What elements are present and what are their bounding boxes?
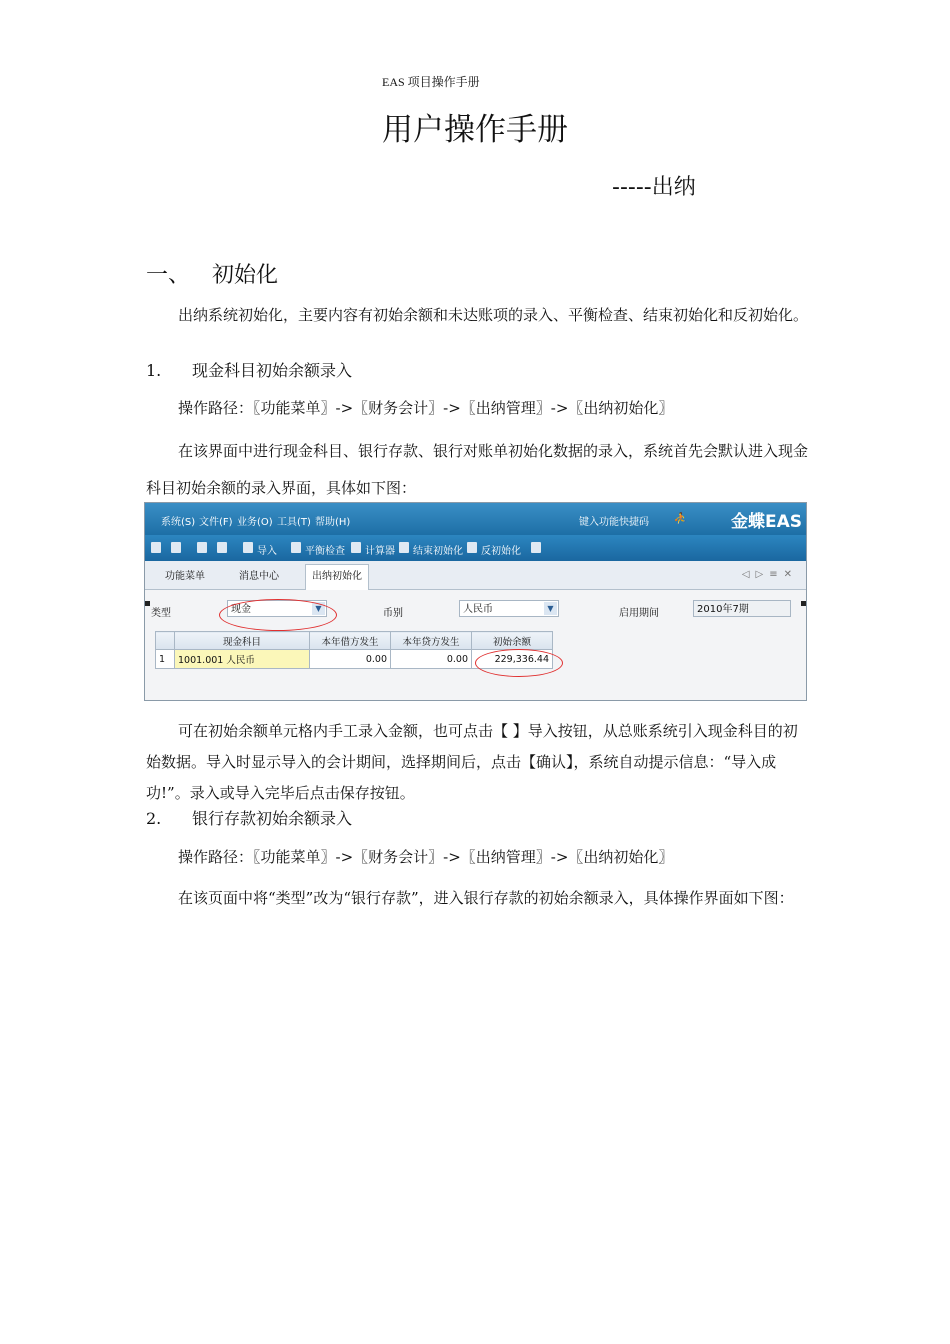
- type-label: 类型: [151, 608, 171, 619]
- import-icon: [243, 542, 253, 553]
- page-header: EAS 项目操作手册: [382, 75, 480, 89]
- debit-cell[interactable]: 0.00: [310, 650, 391, 669]
- document-subtitle: -----出纳: [612, 175, 696, 200]
- resize-handle: [801, 601, 806, 606]
- save-icon[interactable]: [151, 542, 161, 553]
- import-button[interactable]: 导入: [257, 546, 277, 557]
- currency-label: 币别: [383, 608, 403, 619]
- row-number: 1: [156, 650, 175, 669]
- menu-help[interactable]: 帮助(H): [315, 517, 351, 528]
- section-number: 一、: [146, 263, 191, 288]
- brand-logo: 金蝶EAS: [731, 512, 803, 532]
- calculator-button[interactable]: 计算器: [365, 546, 395, 557]
- highlight-ellipse: [475, 649, 563, 677]
- tab-message-center[interactable]: 消息中心: [239, 571, 279, 582]
- toolbar: [145, 535, 806, 561]
- tab-function-menu[interactable]: 功能菜单: [165, 571, 205, 582]
- eas-screenshot: [144, 502, 807, 701]
- section-title: 初始化: [212, 263, 279, 288]
- exit-icon[interactable]: [531, 542, 541, 553]
- operation-path-2: 操作路径：〖功能菜单〗->〖财务会计〗->〖出纳管理〗->〖出纳初始化〗: [178, 848, 674, 866]
- delete-icon[interactable]: [217, 542, 227, 553]
- chevron-down-icon[interactable]: ▼: [544, 602, 557, 615]
- menu-tools[interactable]: 工具(T): [277, 517, 311, 528]
- subsection-number: 2.: [146, 809, 162, 828]
- tab-controls[interactable]: ◁▷≡✕: [741, 569, 798, 580]
- grid-header: [156, 632, 175, 650]
- operation-path-1: 操作路径：〖功能菜单〗->〖财务会计〗->〖出纳管理〗->〖出纳初始化〗: [178, 399, 674, 417]
- currency-select[interactable]: [459, 600, 559, 617]
- grid-header-row: [156, 632, 553, 650]
- section-heading: [146, 258, 278, 289]
- cash-account-cell[interactable]: 1001.001 人民币: [175, 650, 310, 669]
- highlight-ellipse: [219, 599, 337, 631]
- intro-paragraph: 出纳系统初始化，主要内容有初始余额和未达账项的录入、平衡检查、结束初始化和反初始化。: [178, 306, 809, 324]
- subsection-title: 银行存款初始余额录入: [192, 809, 353, 828]
- new-icon[interactable]: [171, 542, 181, 553]
- subsection-number: 1.: [146, 361, 162, 380]
- subsection-title: 现金科目初始余额录入: [192, 361, 353, 380]
- subsection-heading-1: [146, 358, 352, 381]
- menu-bar: [145, 503, 806, 535]
- grid-header: 现金科目: [175, 632, 310, 650]
- calculator-icon: [351, 542, 361, 553]
- chevron-down-icon[interactable]: ▼: [312, 602, 325, 615]
- kingdee-logo: ⛹: [673, 512, 687, 525]
- subsection-heading-2: [146, 806, 352, 829]
- period-label: 启用期间: [619, 608, 659, 619]
- end-init-icon: [399, 542, 409, 553]
- description-paragraph-2: 可在初始余额单元格内手工录入金额，也可点击【 】导入按钮，从总账系统引入现金科目的初始数据。导入时显示导入的会计期间，选择期间后，点击【确认】，系统自动提示信息：“导入成功!”。录入或导入完毕后点击保存按钮。: [146, 722, 798, 802]
- credit-cell[interactable]: 0.00: [391, 650, 472, 669]
- grid-header: 本年借方发生: [310, 632, 391, 650]
- description-paragraph-1: 在该界面中进行现金科目、银行存款、银行对账单初始化数据的录入，系统首先会默认进入现金科目初始余额的录入界面，具体如下图：: [146, 442, 809, 497]
- menu-business[interactable]: 业务(O): [237, 517, 273, 528]
- edit-icon[interactable]: [197, 542, 207, 553]
- period-value: 2010年7期: [697, 604, 749, 615]
- currency-value: 人民币: [463, 604, 493, 615]
- balance-check-button[interactable]: 平衡检查: [305, 546, 345, 557]
- initial-balance-cell[interactable]: 229,336.44: [472, 650, 553, 669]
- menu-file[interactable]: 文件(F): [199, 517, 233, 528]
- reverse-init-icon: [467, 542, 477, 553]
- end-init-button[interactable]: 结束初始化: [413, 546, 463, 557]
- type-value: 现金: [231, 604, 251, 615]
- grid-header: 初始余额: [472, 632, 553, 650]
- resize-handle: [145, 601, 150, 606]
- quick-search-input[interactable]: 键入功能快捷码: [579, 517, 649, 528]
- document-title: 用户操作手册: [382, 112, 568, 148]
- reverse-init-button[interactable]: 反初始化: [481, 546, 521, 557]
- menu-system[interactable]: 系统(S): [161, 517, 196, 528]
- tab-cashier-init[interactable]: 出纳初始化: [305, 564, 369, 590]
- balance-check-icon: [291, 542, 301, 553]
- grid-header: 本年贷方发生: [391, 632, 472, 650]
- tab-bar: [145, 561, 806, 590]
- period-field: [693, 600, 791, 617]
- description-paragraph-3: 在该页面中将“类型”改为“银行存款”，进入银行存款的初始余额录入，具体操作界面如下图：: [178, 889, 794, 907]
